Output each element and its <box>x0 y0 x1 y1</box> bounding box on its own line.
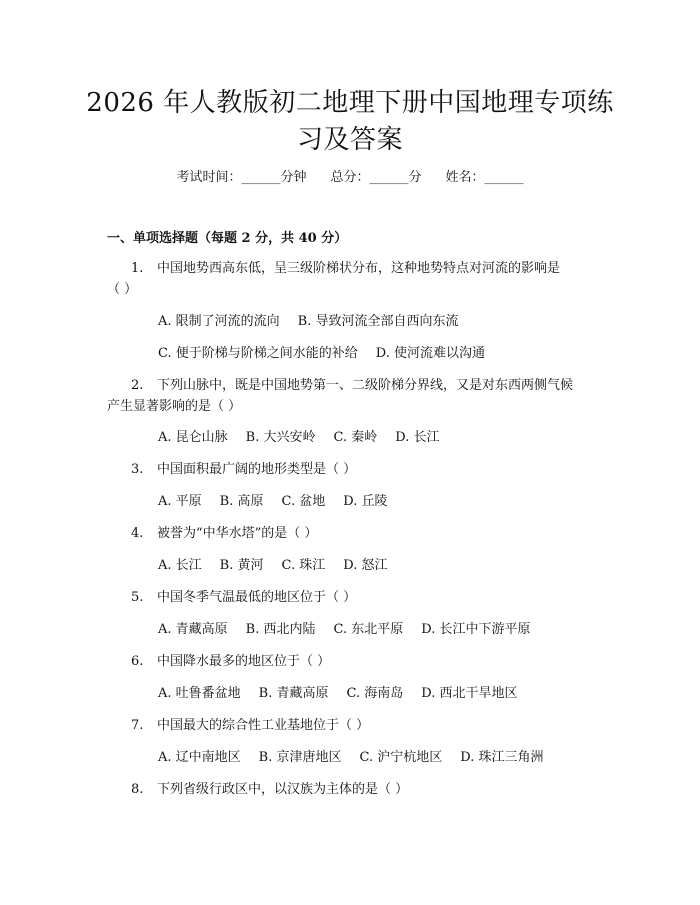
option-d: D. 怒江 <box>343 558 388 573</box>
question-text: 中国地势西高东低，呈三级阶梯状分布，这种地势特点对河流的影响是 <box>157 261 561 276</box>
option-d: D. 丘陵 <box>343 494 388 509</box>
question-text: 中国冬季气温最低的地区位于（ ） <box>157 590 357 605</box>
option-d: D. 使河流难以沟通 <box>375 346 485 361</box>
question-3 <box>131 461 356 479</box>
question-number: 8. <box>131 782 144 797</box>
question-4 <box>131 525 317 543</box>
question-1 <box>131 260 560 278</box>
question-2 <box>131 377 573 395</box>
document-title-line-1: 2026 年人教版初二地理下册中国地理专项练 <box>86 88 614 118</box>
option-a: A. 辽中南地区 <box>158 750 241 765</box>
question-text: 中国降水最多的地区位于（ ） <box>157 654 331 669</box>
exam-meta <box>0 169 700 187</box>
question-6 <box>131 653 330 671</box>
question-4-options <box>158 557 405 575</box>
option-c: C. 沪宁杭地区 <box>359 750 443 765</box>
question-6-options <box>158 685 535 703</box>
option-b: B. 黄河 <box>219 558 264 573</box>
question-number: 2. <box>131 378 144 393</box>
option-d: D. 西北干旱地区 <box>421 686 518 701</box>
option-b: B. 西北内陆 <box>245 622 316 637</box>
question-8 <box>131 781 408 799</box>
option-c: C. 秦岭 <box>333 430 378 445</box>
option-b: B. 高原 <box>219 494 264 509</box>
option-b: B. 大兴安岭 <box>245 430 316 445</box>
option-c: C. 海南岛 <box>346 686 404 701</box>
question-1-options-row-1 <box>158 313 476 331</box>
option-c: C. 便于阶梯与阶梯之间水能的补给 <box>158 346 358 361</box>
option-d: D. 长江中下游平原 <box>421 622 531 637</box>
option-a: A. 青藏高原 <box>158 622 228 637</box>
question-7 <box>131 717 369 735</box>
option-a: A. 平原 <box>158 494 202 509</box>
question-text: 中国最大的综合性工业基地位于（ ） <box>157 718 370 733</box>
question-7-options <box>158 749 561 767</box>
question-text: 下列省级行政区中，以汉族为主体的是（ ） <box>157 782 409 797</box>
option-b: B. 京津唐地区 <box>258 750 342 765</box>
question-number: 6. <box>131 654 144 669</box>
option-c: C. 东北平原 <box>333 622 404 637</box>
question-text: 下列山脉中，既是中国地势第一、二级阶梯分界线，又是对东西两侧气候 <box>157 378 574 393</box>
student-name-field: 姓名：______ <box>445 170 524 185</box>
question-number: 1. <box>131 261 144 276</box>
question-5-options <box>158 621 548 639</box>
question-number: 5. <box>131 590 144 605</box>
option-c: C. 盆地 <box>281 494 326 509</box>
question-1-continuation: （ ） <box>107 282 138 297</box>
question-1-options-row-2 <box>158 345 503 363</box>
option-a: A. 吐鲁番盆地 <box>158 686 241 701</box>
section-heading: 一、单项选择题（每题 2 分，共 40 分） <box>107 231 348 246</box>
question-text: 中国面积最广阔的地形类型是（ ） <box>157 462 357 477</box>
question-3-options <box>158 493 405 511</box>
total-score-field: 总分：______分 <box>330 170 422 185</box>
question-number: 4. <box>131 526 144 541</box>
option-c: C. 珠江 <box>281 558 326 573</box>
question-number: 7. <box>131 718 144 733</box>
option-d: D. 长江 <box>395 430 440 445</box>
question-number: 3. <box>131 462 144 477</box>
option-d: D. 珠江三角洲 <box>460 750 544 765</box>
question-2-options <box>158 429 457 447</box>
option-a: A. 昆仑山脉 <box>158 430 228 445</box>
document-title-line-2: 习及答案 <box>296 125 403 155</box>
question-text: 被誉为“中华水塔”的是（ ） <box>157 526 318 541</box>
option-b: B. 青藏高原 <box>258 686 329 701</box>
exam-time-field: 考试时间：______分钟 <box>176 170 307 185</box>
option-a: A. 限制了河流的流向 <box>158 314 280 329</box>
question-2-continuation: 产生显著影响的是（ ） <box>107 399 242 414</box>
option-a: A. 长江 <box>158 558 202 573</box>
option-b: B. 导致河流全部自西向东流 <box>297 314 459 329</box>
question-5 <box>131 589 356 607</box>
